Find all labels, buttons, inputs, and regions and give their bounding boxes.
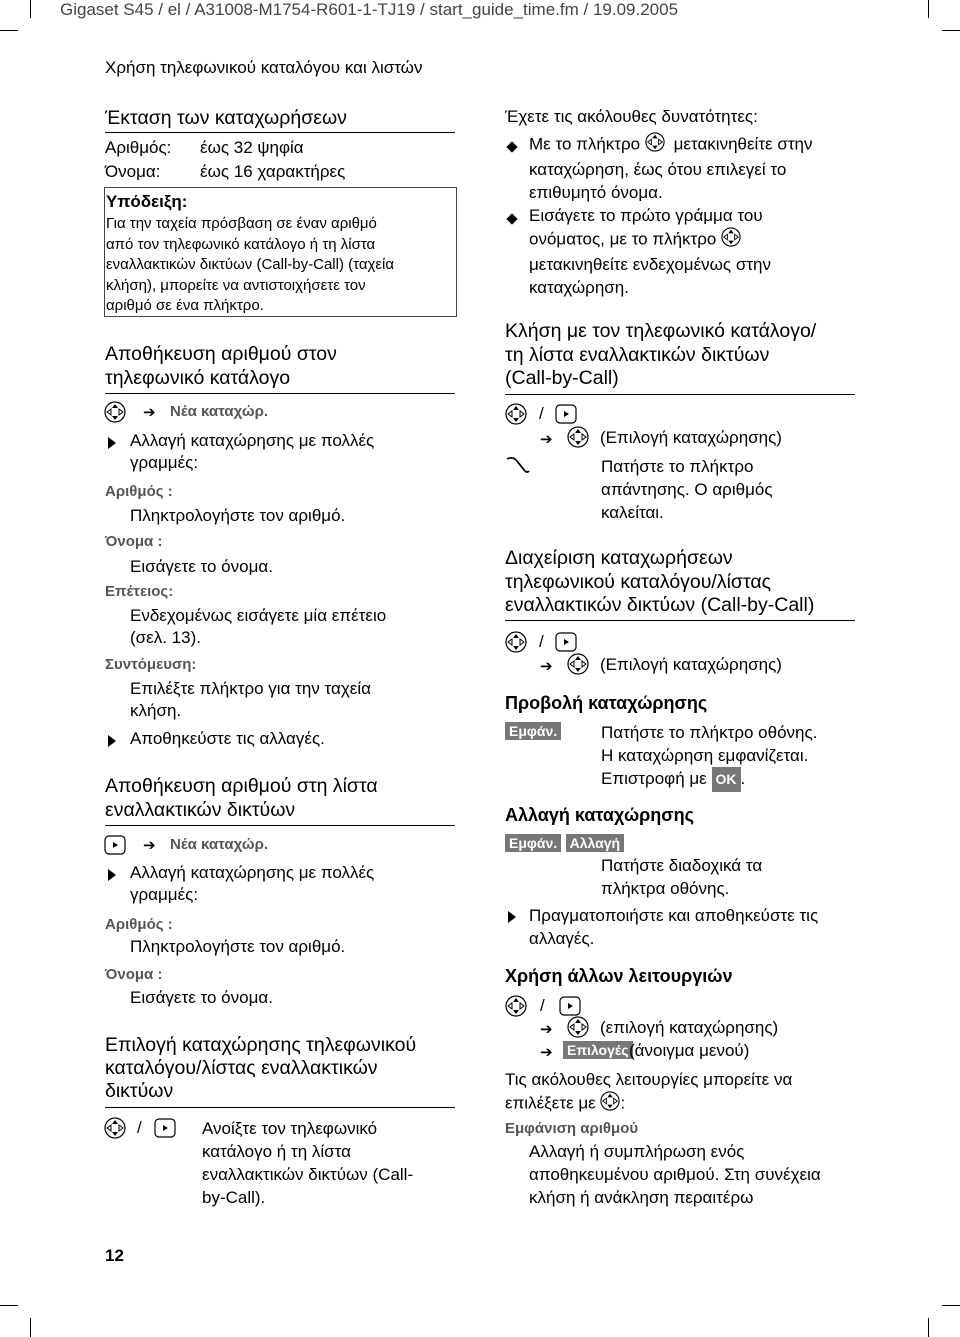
- nav-key-icon: [505, 995, 527, 1017]
- step-text: Αλλαγή καταχώρησης με πολλές γραμμές:: [130, 863, 375, 904]
- slash-separator: /: [137, 1118, 142, 1137]
- crop-mark: [0, 30, 18, 31]
- crop-mark: [928, 1318, 929, 1337]
- extent-heading: Έκταση των καταχωρήσεων: [105, 107, 347, 129]
- slash-separator: /: [539, 404, 544, 423]
- nav-right-key-icon: [104, 835, 126, 855]
- file-path-header: Gigaset S45 / el / A31008-M1754-R601-1-TJ19 / start_guide_time.fm / 19.09.2005: [60, 0, 679, 19]
- nav-key-icon: [600, 1091, 620, 1117]
- nav-key-icon: [567, 426, 589, 448]
- step-triangle-icon: [108, 436, 116, 454]
- nav-key-icon: [104, 1117, 126, 1139]
- view-entry-heading: Προβολή καταχώρησης: [505, 693, 708, 713]
- open-list-text: Ανοίξτε τον τηλεφωνικό κατάλογο ή τη λίστα εναλλακτικών δικτύων (Call- by-Call).: [202, 1119, 414, 1207]
- step-text: Επιλέξτε πλήκτρο για την ταχεία κλήση.: [130, 679, 371, 720]
- step-text: Εισάγετε το όνομα.: [130, 557, 273, 576]
- step-text: Ενδεχομένως εισάγετε μία επέτειο (σελ. 13).: [130, 606, 387, 647]
- nav-key-icon: [721, 227, 745, 253]
- step-text: Πατήστε διαδοχικά τα πλήκτρα οθόνης.: [601, 856, 763, 898]
- nav-right-key-icon: [555, 632, 577, 652]
- step-text: Εισάγετε το όνομα.: [130, 988, 273, 1007]
- field-label-shortcut: Συντόμευση:: [105, 656, 197, 673]
- softkey-show: Εμφάν.: [505, 834, 561, 852]
- step-triangle-icon: [108, 868, 116, 886]
- step-text: Πληκτρολογήστε τον αριθμό.: [130, 506, 346, 525]
- softkey-change: Αλλαγή: [566, 834, 624, 852]
- arrow-icon: ➔: [540, 658, 553, 675]
- step-text: Πατήστε το πλήκτρο οθόνης. Η καταχώρηση εμφανίζεται. Επιστροφή με OK .: [601, 722, 817, 792]
- hint-text: Για την ταχεία πρόσβαση σε έναν αριθμό από τον τηλεφωνικό κατάλογο ή τη λίστα εναλλακτικών δικτύων (Call-by-Call) (ταχεία κλήση), μπορείτε να αντιστοιχήσετε τον αριθμό σε ένα πλήκτρο.: [106, 215, 395, 314]
- arrow-icon: ➔: [143, 404, 156, 421]
- arrow-icon: ➔: [143, 837, 156, 854]
- field-label-anniversary: Επέτειος:: [105, 583, 174, 600]
- crop-mark: [0, 1305, 18, 1306]
- menu-item-new-entry: Νέα καταχώρ.: [170, 403, 269, 420]
- extent-value: έως 16 χαρακτήρες: [200, 162, 346, 181]
- crop-mark: [30, 1318, 31, 1337]
- heading-rule: [505, 394, 855, 395]
- nav-key-icon: [567, 1016, 589, 1038]
- edit-entry-heading: Αλλαγή καταχώρησης: [505, 805, 694, 825]
- step-text: Πραγματοποιήστε και αποθηκεύστε τις αλλαγές.: [529, 906, 819, 948]
- page-number: 12: [105, 1246, 124, 1265]
- nav-key-icon: [505, 631, 527, 653]
- field-label-number: Αριθμός :: [105, 916, 173, 933]
- arrow-icon: ➔: [540, 1044, 553, 1061]
- arrow-icon: ➔: [540, 1021, 553, 1038]
- talk-key-icon: [505, 455, 531, 475]
- extent-label: Όνομα:: [105, 162, 161, 181]
- heading-rule: [105, 132, 455, 133]
- crop-mark: [30, 0, 31, 18]
- bullet-text: Με το πλήκτρο μετακινηθείτε στην καταχώρηση, έως ότου επιλεγεί το επιθυμητό όνομα.: [529, 132, 813, 204]
- option-show-number: Εμφάνιση αριθμού: [505, 1120, 639, 1137]
- nav-key-icon: [567, 653, 589, 675]
- softkey-ok: OK: [712, 767, 741, 792]
- heading-rule: [105, 1107, 455, 1108]
- nav-right-key-icon: [559, 996, 581, 1016]
- heading-rule: [505, 620, 855, 621]
- save-cbc-heading: Αποθήκευση αριθμού στη λίστα εναλλακτικών δικτύων: [105, 775, 378, 821]
- step-text: Πατήστε το πλήκτρο απάντησης. Ο αριθμός καλείται.: [601, 457, 773, 522]
- field-label-number: Αριθμός :: [105, 483, 173, 500]
- slash-separator: /: [540, 996, 545, 1015]
- nav-key-icon: [505, 403, 527, 425]
- hint-title: Υπόδειξη:: [106, 192, 188, 211]
- manage-heading: Διαχείριση καταχωρήσεων τηλεφωνικού καταλόγου/λίστας εναλλακτικών δικτύων (Call-by-Call): [505, 547, 815, 616]
- softkey-group: [505, 834, 624, 853]
- crop-mark: [942, 30, 960, 31]
- slash-separator: /: [539, 632, 544, 651]
- nav-key-icon: [645, 132, 669, 158]
- functions-intro: Τις ακόλουθες λειτουργίες μπορείτε να επιλέξετε με :: [505, 1068, 792, 1117]
- crop-mark: [942, 1305, 960, 1306]
- bullet-diamond-icon: [508, 210, 516, 228]
- arrow-icon: ➔: [540, 431, 553, 448]
- step-triangle-icon: [108, 734, 116, 752]
- section-title: Χρήση τηλεφωνικού καταλόγου και λιστών: [105, 58, 423, 77]
- bullet-text: Εισάγετε το πρώτο γράμμα του ονόματος, με το πλήκτρο μετακινηθείτε ενδεχομένως στην καταχώρηση.: [529, 206, 772, 297]
- step-text: Πληκτρολογήστε τον αριθμό.: [130, 937, 346, 956]
- step-text: Αλλαγή καταχώρησης με πολλές γραμμές:: [130, 431, 375, 472]
- extent-value: έως 32 ψηφία: [200, 138, 304, 157]
- nav-right-key-icon: [555, 404, 577, 424]
- crop-mark: [928, 0, 929, 18]
- option-description: Αλλαγή ή συμπλήρωση ενός αποθηκευμένου αριθμού. Στη συνέχεια κλήση ή ανάκληση περαιτέρω: [529, 1142, 821, 1207]
- nav-right-key-icon: [154, 1118, 176, 1138]
- extent-label: Αριθμός:: [105, 138, 172, 157]
- heading-rule: [105, 825, 455, 826]
- step-text: (Επιλογή καταχώρησης): [600, 428, 782, 447]
- step-triangle-icon: [508, 910, 516, 928]
- bullet-diamond-icon: [508, 138, 516, 156]
- softkey-options: Επιλογές: [563, 1041, 633, 1059]
- field-label-name: Όνομα :: [105, 533, 163, 550]
- field-label-name: Όνομα :: [105, 966, 163, 983]
- other-functions-heading: Χρήση άλλων λειτουργιών: [505, 966, 733, 986]
- select-entry-heading: Επιλογή καταχώρησης τηλεφωνικού καταλόγου/λίστας εναλλακτικών δικτύων: [105, 1034, 417, 1102]
- heading-rule: [105, 393, 455, 394]
- step-text: Αποθηκεύστε τις αλλαγές.: [130, 729, 325, 748]
- call-heading: Κλήση με τον τηλεφωνικό κατάλογο/ τη λίστα εναλλακτικών δικτύων (Call-by-Call): [505, 320, 817, 389]
- menu-item-new-entry: Νέα καταχώρ.: [170, 836, 269, 853]
- options-intro: Έχετε τις ακόλουθες δυνατότητες:: [505, 107, 758, 126]
- nav-key-icon: [104, 401, 126, 423]
- softkey-show: Εμφάν.: [505, 722, 561, 740]
- step-text: (επιλογή καταχώρησης): [600, 1018, 779, 1037]
- save-phonebook-heading: Αποθήκευση αριθμού στον τηλεφωνικό κατάλογο: [105, 343, 337, 389]
- step-text: (Επιλογή καταχώρησης): [600, 655, 782, 674]
- step-text: (άνοιγμα μενού): [629, 1041, 750, 1060]
